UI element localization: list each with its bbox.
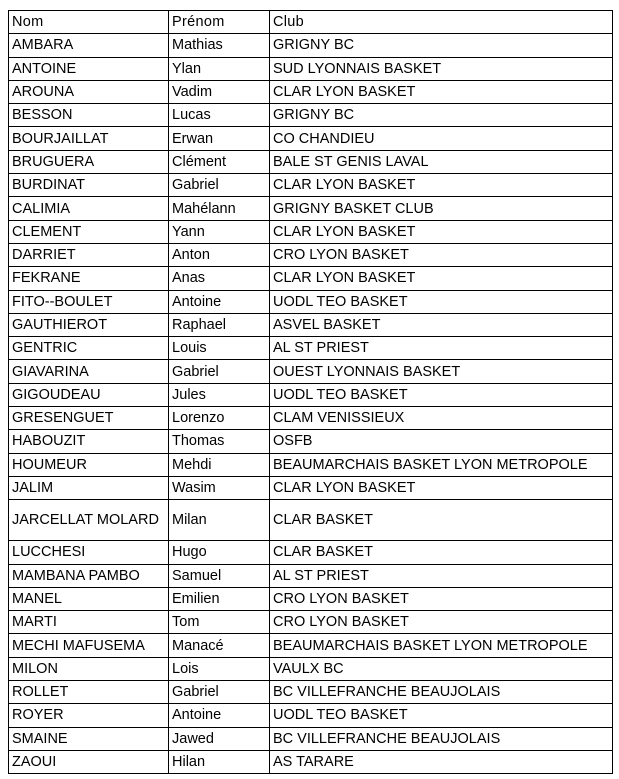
cell-prenom: Antoine: [169, 290, 270, 313]
cell-club: GRIGNY BASKET CLUB: [270, 197, 613, 220]
cell-nom: MECHI MAFUSEMA: [9, 634, 169, 657]
table-row: [9, 611, 613, 634]
cell-club: CLAR BASKET: [270, 500, 613, 541]
cell-nom: HABOUZIT: [9, 430, 169, 453]
cell-prenom: Hugo: [169, 541, 270, 564]
cell-prenom: Louis: [169, 337, 270, 360]
cell-club: AL ST PRIEST: [270, 337, 613, 360]
cell-nom: MAMBANA PAMBO: [9, 564, 169, 587]
cell-nom: MANEL: [9, 587, 169, 610]
table-row: [9, 243, 613, 266]
cell-nom: LUCCHESI: [9, 541, 169, 564]
cell-nom: GIAVARINA: [9, 360, 169, 383]
cell-club: AS TARARE: [270, 750, 613, 773]
cell-nom: JARCELLAT MOLARD: [9, 500, 169, 541]
table-row: [9, 657, 613, 680]
cell-club: CLAR LYON BASKET: [270, 267, 613, 290]
cell-club: UODL TEO BASKET: [270, 383, 613, 406]
cell-club: BALE ST GENIS LAVAL: [270, 150, 613, 173]
cell-club: UODL TEO BASKET: [270, 704, 613, 727]
cell-prenom: Jules: [169, 383, 270, 406]
cell-nom: GAUTHIEROT: [9, 313, 169, 336]
cell-club: CRO LYON BASKET: [270, 243, 613, 266]
cell-prenom: Yann: [169, 220, 270, 243]
cell-prenom: Gabriel: [169, 174, 270, 197]
table-row: [9, 383, 613, 406]
table-row: [9, 407, 613, 430]
cell-club: BEAUMARCHAIS BASKET LYON METROPOLE: [270, 453, 613, 476]
table-row: [9, 104, 613, 127]
cell-prenom: Jawed: [169, 727, 270, 750]
cell-nom: HOUMEUR: [9, 453, 169, 476]
cell-nom: GIGOUDEAU: [9, 383, 169, 406]
table-row: [9, 500, 613, 541]
table-row: [9, 127, 613, 150]
table-row: [9, 80, 613, 103]
table-row: [9, 290, 613, 313]
cell-nom: ZAOUI: [9, 750, 169, 773]
cell-nom: BURDINAT: [9, 174, 169, 197]
cell-club: GRIGNY BC: [270, 34, 613, 57]
cell-prenom: Lorenzo: [169, 407, 270, 430]
cell-club: CRO LYON BASKET: [270, 587, 613, 610]
cell-club: VAULX BC: [270, 657, 613, 680]
cell-prenom: Emilien: [169, 587, 270, 610]
cell-club: CLAR LYON BASKET: [270, 476, 613, 499]
cell-club: CO CHANDIEU: [270, 127, 613, 150]
table-row: [9, 634, 613, 657]
cell-nom: MARTI: [9, 611, 169, 634]
cell-club: AL ST PRIEST: [270, 564, 613, 587]
cell-club: CLAR LYON BASKET: [270, 80, 613, 103]
table-row: [9, 704, 613, 727]
table-row: [9, 174, 613, 197]
cell-prenom: Mehdi: [169, 453, 270, 476]
cell-nom: BOURJAILLAT: [9, 127, 169, 150]
cell-prenom: Wasim: [169, 476, 270, 499]
cell-nom: ANTOINE: [9, 57, 169, 80]
cell-prenom: Anton: [169, 243, 270, 266]
cell-nom: SMAINE: [9, 727, 169, 750]
cell-prenom: Milan: [169, 500, 270, 541]
table-row: [9, 267, 613, 290]
cell-nom: DARRIET: [9, 243, 169, 266]
cell-prenom: Gabriel: [169, 681, 270, 704]
cell-nom: ROYER: [9, 704, 169, 727]
cell-nom: FEKRANE: [9, 267, 169, 290]
cell-nom: BRUGUERA: [9, 150, 169, 173]
cell-nom: MILON: [9, 657, 169, 680]
cell-club: OSFB: [270, 430, 613, 453]
table-header-row: [9, 11, 613, 34]
table-row: [9, 430, 613, 453]
cell-club: BC VILLEFRANCHE BEAUJOLAIS: [270, 727, 613, 750]
cell-prenom: Ylan: [169, 57, 270, 80]
cell-prenom: Lois: [169, 657, 270, 680]
table-row: [9, 34, 613, 57]
cell-prenom: Raphael: [169, 313, 270, 336]
cell-nom: CLEMENT: [9, 220, 169, 243]
cell-nom: BESSON: [9, 104, 169, 127]
cell-nom: CALIMIA: [9, 197, 169, 220]
column-header-prenom: Prénom: [169, 11, 270, 34]
cell-club: BEAUMARCHAIS BASKET LYON METROPOLE: [270, 634, 613, 657]
table-row: [9, 313, 613, 336]
table-row: [9, 220, 613, 243]
cell-prenom: Tom: [169, 611, 270, 634]
cell-club: CLAR LYON BASKET: [270, 220, 613, 243]
cell-prenom: Samuel: [169, 564, 270, 587]
cell-nom: JALIM: [9, 476, 169, 499]
player-roster-table: [8, 10, 613, 774]
table-row: [9, 197, 613, 220]
cell-club: CLAR LYON BASKET: [270, 174, 613, 197]
table-row: [9, 453, 613, 476]
table-row: [9, 541, 613, 564]
column-header-club: Club: [270, 11, 613, 34]
cell-prenom: Vadim: [169, 80, 270, 103]
cell-club: BC VILLEFRANCHE BEAUJOLAIS: [270, 681, 613, 704]
cell-nom: ROLLET: [9, 681, 169, 704]
cell-nom: AMBARA: [9, 34, 169, 57]
cell-nom: FITO--BOULET: [9, 290, 169, 313]
table-row: [9, 681, 613, 704]
cell-prenom: Lucas: [169, 104, 270, 127]
cell-club: OUEST LYONNAIS BASKET: [270, 360, 613, 383]
cell-nom: GRESENGUET: [9, 407, 169, 430]
table-row: [9, 727, 613, 750]
cell-club: CRO LYON BASKET: [270, 611, 613, 634]
cell-nom: GENTRIC: [9, 337, 169, 360]
table-row: [9, 750, 613, 773]
cell-nom: AROUNA: [9, 80, 169, 103]
cell-prenom: Mathias: [169, 34, 270, 57]
table-row: [9, 57, 613, 80]
table-row: [9, 150, 613, 173]
cell-club: SUD LYONNAIS BASKET: [270, 57, 613, 80]
cell-prenom: Clément: [169, 150, 270, 173]
cell-prenom: Manacé: [169, 634, 270, 657]
table-row: [9, 337, 613, 360]
cell-prenom: Gabriel: [169, 360, 270, 383]
cell-club: ASVEL BASKET: [270, 313, 613, 336]
cell-prenom: Anas: [169, 267, 270, 290]
cell-prenom: Mahélann: [169, 197, 270, 220]
column-header-nom: Nom: [9, 11, 169, 34]
cell-club: CLAR BASKET: [270, 541, 613, 564]
cell-prenom: Erwan: [169, 127, 270, 150]
table-row: [9, 587, 613, 610]
cell-prenom: Antoine: [169, 704, 270, 727]
cell-club: UODL TEO BASKET: [270, 290, 613, 313]
table-row: [9, 564, 613, 587]
table-row: [9, 360, 613, 383]
cell-club: GRIGNY BC: [270, 104, 613, 127]
table-row: [9, 476, 613, 499]
table-body: [9, 34, 613, 774]
cell-prenom: Hilan: [169, 750, 270, 773]
cell-prenom: Thomas: [169, 430, 270, 453]
cell-club: CLAM VENISSIEUX: [270, 407, 613, 430]
